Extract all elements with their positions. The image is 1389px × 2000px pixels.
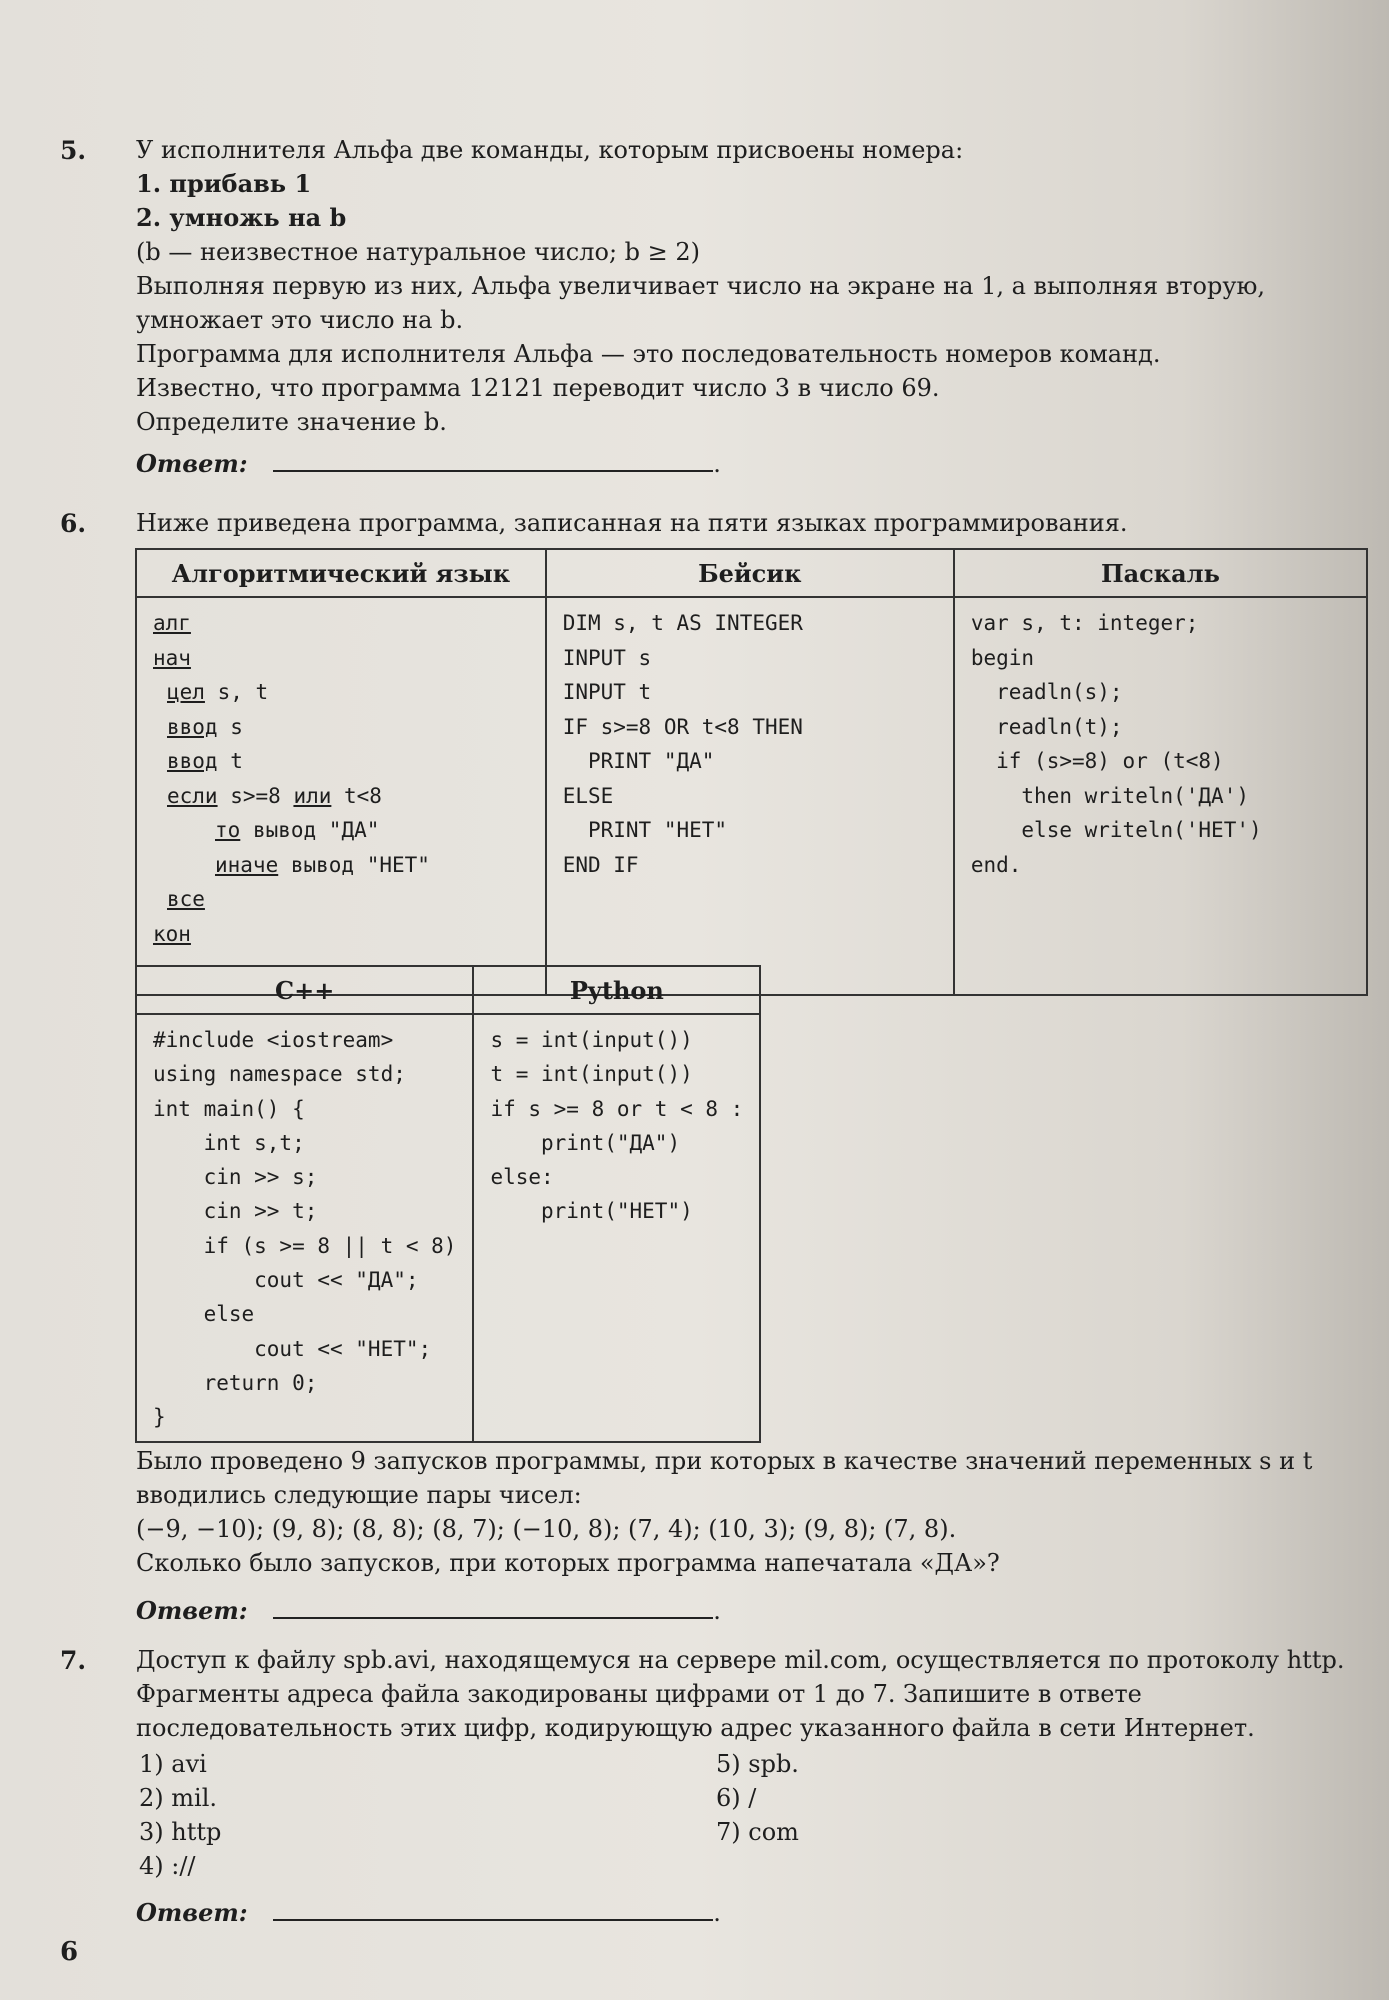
option: 5) spb.	[716, 1750, 799, 1778]
answer-row: Ответ: .	[136, 449, 721, 478]
question: Сколько было запусков, при которых программа напечатала «ДА»?	[136, 1549, 1000, 1577]
text: Было проведено 9 запусков программы, при которых в качестве значений переменных s и t вводились следующие пары чисел:	[136, 1447, 1313, 1509]
task-text: Доступ к файлу spb.avi, находящемуся на сервере mil.com, осуществляется по протоколу http. Фрагменты адреса файла закодированы цифрами от 1 до 7. Запишите в ответе последовательность этих цифр, кодирующую адрес указанного файла в сети Интернет.	[136, 1646, 1345, 1742]
option: 3) http	[139, 1818, 222, 1846]
answer-label: Ответ:	[136, 449, 248, 478]
header-python: Python	[473, 966, 760, 1014]
code-line: кон	[153, 921, 191, 946]
answer-label: Ответ:	[136, 1898, 248, 1927]
code-line: ввод t	[167, 749, 243, 773]
code-line: то вывод "ДА"	[215, 818, 380, 842]
answer-label: Ответ:	[136, 1596, 248, 1625]
code-line: иначе вывод "НЕТ"	[215, 852, 430, 877]
code-table-bottom	[135, 965, 761, 1443]
option: 2) mil.	[139, 1784, 217, 1812]
task-number: 5.	[60, 136, 87, 165]
task-number: 7.	[60, 1646, 87, 1675]
text: Выполняя первую из них, Альфа увеличивает число на экране на 1, а выполняя вторую, умножает это число на b.	[136, 272, 1265, 334]
task-body	[136, 133, 1366, 481]
header-algo: Алгоритмический язык	[136, 549, 546, 597]
cpp-code: #include <iostream> using namespace std; int main() { int s,t; cin >> s; cin >> t; if (s >= 8 || t < 8) cout << "ДА"; else cout << "НЕТ"; return 0; }	[136, 1014, 473, 1442]
header-pascal: Паскаль	[954, 549, 1367, 597]
algo-code	[136, 597, 546, 995]
answer-field[interactable]	[273, 1897, 713, 1921]
pairs: (−9, −10); (9, 8); (8, 8); (8, 7); (−10, 8); (7, 4); (10, 3); (9, 8); (7, 8).	[136, 1515, 957, 1543]
basic-code: DIM s, t AS INTEGER INPUT s INPUT t IF s>=8 OR t<8 THEN PRINT "ДА" ELSE PRINT "НЕТ" END IF	[546, 597, 954, 995]
answer-field[interactable]	[273, 448, 713, 472]
code-line: ввод s	[167, 714, 243, 739]
option: 1) avi	[139, 1750, 207, 1778]
task-body	[136, 1444, 1368, 1628]
code-line: алг	[153, 611, 191, 635]
answer-field[interactable]	[273, 1595, 713, 1619]
option: 7) com	[716, 1818, 799, 1846]
code-line: нач	[153, 645, 191, 670]
question: Определите значение b.	[136, 408, 447, 436]
code-line: цел s, t	[167, 680, 269, 704]
option: 4) ://	[139, 1852, 196, 1880]
command-2: 2. умножь на b	[136, 203, 347, 232]
page-number: 6	[60, 1937, 79, 1967]
options-right	[716, 1747, 799, 1849]
note: (b — неизвестное натуральное число; b ≥ 2)	[136, 238, 701, 266]
options-left	[139, 1747, 221, 1883]
python-code: s = int(input()) t = int(input()) if s >= 8 or t < 8 : print("ДА") else: print("НЕТ")	[473, 1014, 760, 1442]
option: 6) /	[716, 1784, 757, 1812]
header-basic: Бейсик	[546, 549, 954, 597]
code-table-top	[135, 548, 1368, 996]
text: Программа для исполнителя Альфа — это последовательность номеров команд.	[136, 340, 1161, 368]
command-1: 1. прибавь 1	[136, 169, 312, 198]
task-number: 6.	[60, 509, 87, 538]
pascal-code: var s, t: integer; begin readln(s); readln(t); if (s>=8) or (t<8) then writeln('ДА') else writeln('НЕТ') end.	[954, 597, 1367, 995]
task-intro: Ниже приведена программа, записанная на пяти языках программирования.	[136, 509, 1128, 537]
code-line: если s>=8 или t<8	[167, 783, 382, 808]
code-line: все	[167, 887, 205, 911]
header-cpp: C++	[136, 966, 473, 1014]
task-intro: У исполнителя Альфа две команды, которым присвоены номера:	[136, 136, 964, 164]
text: Известно, что программа 12121 переводит число 3 в число 69.	[136, 374, 940, 402]
task-7-answer-row: Ответ: .	[136, 1898, 721, 1927]
answer-row: Ответ: .	[136, 1596, 721, 1625]
